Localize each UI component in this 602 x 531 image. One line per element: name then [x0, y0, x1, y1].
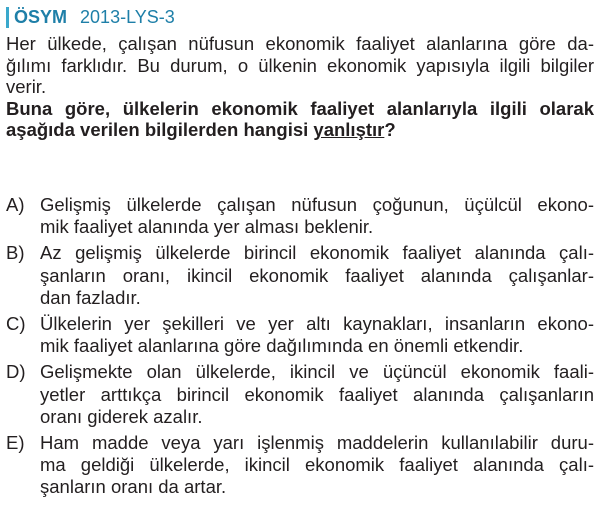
option-line: Az gelişmiş ülkelerde birincil ekonomik faaliyet alanında çalı-	[40, 242, 594, 264]
question-line	[6, 119, 594, 141]
option-line: mik faaliyet alanlarına göre dağılımında en önemli etkendir.	[40, 335, 524, 357]
stem-line: ğılımı farklıdır. Bu durum, o ülkenin ekonomik yapısıyla ilgili bilgiler	[6, 54, 594, 76]
question-emphasis: yanlıştır	[313, 119, 385, 140]
option-c[interactable]	[6, 313, 594, 357]
option-line: ma geldiği ülkelerde, ikincil ekonomik faaliyet alanında çalı-	[40, 454, 594, 476]
option-a[interactable]	[6, 194, 594, 238]
option-line: mik faaliyet alanında yer alması beklenir.	[40, 216, 374, 238]
option-letter: B)	[6, 242, 25, 264]
answer-options	[6, 194, 594, 503]
option-line: Gelişmiş ülkelerde çalışan nüfusun çoğunun, üçülcül ekono-	[40, 194, 594, 215]
question-mark: ?	[384, 119, 396, 140]
option-letter: C)	[6, 313, 26, 335]
option-line: şanların oranı, ikincil ekonomik faaliyet alanında çalışanlar-	[40, 264, 594, 286]
option-e[interactable]	[6, 432, 594, 499]
exam-source: ÖSYM	[14, 7, 68, 27]
question-stem	[6, 33, 594, 141]
option-line: Ülkelerin yer şekilleri ve yer altı kaynakları, insanların ekono-	[40, 313, 594, 335]
option-b[interactable]	[6, 242, 594, 309]
option-letter: A)	[6, 194, 25, 215]
stem-line: verir.	[6, 76, 47, 97]
question-text: aşağıda verilen bilgilerden hangisi	[6, 119, 314, 140]
option-d[interactable]	[6, 361, 594, 428]
option-line: dan fazladır.	[40, 286, 141, 308]
option-line: şanların oranı da artar.	[40, 476, 227, 498]
option-line: yetler arttıkça birincil ekonomik faaliyet alanında çalışanların	[40, 383, 594, 405]
header-accent-bar	[6, 7, 9, 28]
question-line: Buna göre, ülkelerin ekonomik faaliyet alanlarıyla ilgili olarak	[6, 97, 594, 119]
option-line: Ham madde veya yarı işlenmiş maddelerin kullanılabilir duru-	[40, 432, 594, 454]
exam-code: 2013-LYS-3	[80, 7, 175, 27]
option-letter: D)	[6, 361, 26, 383]
option-letter: E)	[6, 432, 25, 454]
option-line: Gelişmekte olan ülkelerde, ikincil ve üçüncül ekonomik faali-	[40, 361, 594, 383]
question-header	[6, 6, 175, 28]
stem-line: Her ülkede, çalışan nüfusun ekonomik faaliyet alanlarına göre da-	[6, 33, 594, 54]
option-line: oranı giderek azalır.	[40, 405, 203, 427]
